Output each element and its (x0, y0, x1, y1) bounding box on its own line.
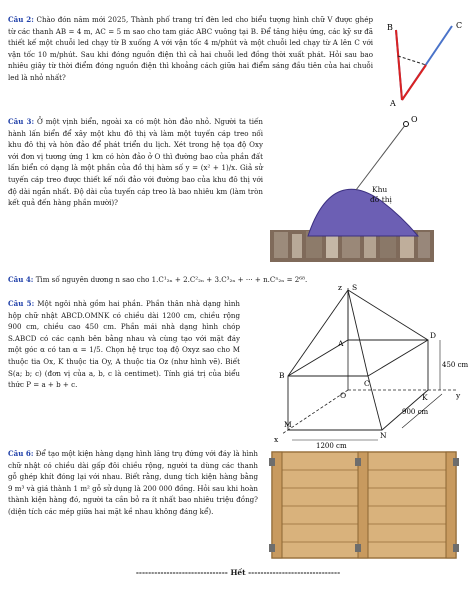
question-3 (8, 116, 263, 209)
roof-sb (288, 290, 348, 376)
point-n-label: N (380, 431, 387, 440)
question-3-text: Ở một vịnh biển, ngoài xa có một hòn đảo nhỏ. Người ta tiến hành lấn biển để xây một khu đô thị và làm một tuyến cáp treo nối khu đô thị và hòn đảo để phát triển du lịch. Xét trong hệ tọa độ Oxy với đơn vị tương ứng 1 km có hòn đảo ở O thì đường bao của phần đất lấn biển có dạng là một phần của đồ thị hàm số y = (x² + 1)/x. Giả sử tuyến cáp treo được thiết kế nối đảo với đường bao của khu đô thị với độ dài ngắn nhất. Độ dài của tuyến cáp treo là bao nhiêu km (làm tròn kết quả đến hàng phần mười)? (8, 117, 263, 208)
roof-sd (348, 290, 428, 340)
v-shape-figure (380, 12, 470, 108)
island-point (404, 122, 409, 127)
roof-sc (348, 290, 368, 376)
point-s-label: S (352, 283, 358, 292)
point-c-label: C (456, 21, 463, 30)
point-o-label: O (340, 391, 347, 400)
axis-z-label: z (338, 283, 342, 292)
crate-image (266, 448, 462, 564)
width-label: 900 cm (402, 408, 429, 416)
question-2 (8, 14, 373, 84)
island-figure (268, 112, 438, 262)
distance-line (398, 56, 426, 65)
question-5-label: Câu 5: (8, 299, 35, 308)
footer-end: ------------------------------ Hết ------------------------------ (135, 568, 341, 577)
question-6 (8, 448, 258, 518)
point-b-label: B (279, 371, 285, 380)
height-label: 450 cm (442, 361, 469, 369)
led-ac (402, 65, 426, 100)
question-3-label: Câu 3: (8, 117, 35, 126)
point-a-label: A (338, 339, 344, 348)
city-label: Khu (372, 185, 388, 194)
cable-line (356, 124, 406, 190)
point-m-label: M (284, 420, 292, 429)
point-b-label: B (387, 23, 393, 32)
point-d-label: D (430, 331, 437, 340)
question-2-label: Câu 2: (8, 15, 34, 24)
question-5 (8, 298, 240, 391)
point-o-label: O (411, 115, 418, 124)
house-figure (242, 282, 470, 450)
point-k-label: K (422, 393, 428, 402)
axis-y-label: y (456, 391, 461, 400)
city-boundary (308, 189, 418, 236)
length-label: 1200 cm (316, 442, 347, 450)
city-label-2: đô thị (370, 195, 392, 204)
edge-cd (368, 340, 428, 376)
question-4-text: Tìm số nguyên dương n sao cho 1.C¹₂ₙ + 2.C²₂ₙ + 3.C³₂ₙ + ··· + n.Cⁿ₂ₙ = 2⁶⁸. (35, 275, 308, 284)
point-c-label: C (364, 379, 370, 388)
box-outline (288, 340, 428, 430)
question-6-text: Để tạo một kiện hàng dạng hình lăng trụ đứng với đáy là hình chữ nhật có chiều dài gấp đôi chiều rộng, người ta dùng các thanh gỗ ghép khít đóng lại với nhau. Biết rằng, dung tích kiện hàng bằng 9 m³ và giá thành 1 m² gỗ sử dụng là 200 000 đồng. Hỏi sau khi hoàn thành kiện hàng đó, người ta cần bỏ ra ít nhất bao nhiêu triệu đồng? (diện tích các mép giữa hai mặt kề nhau không đáng kể). (8, 449, 258, 516)
question-5-text: Một ngôi nhà gồm hai phần. Phần thân nhà dạng hình hộp chữ nhật ABCD.OMNK có chiều dài 1200 cm, chiều rộng 900 cm, chiều cao 450 cm. Phần mái nhà dạng hình chóp S.ABCD có các cạnh bên bằng nhau và cùng tạo với mặt đáy một góc α có tan α = 1/5. Chọn hệ trục toạ độ Oxyz sao cho M thuộc tia Ox, K thuộc tia Oy, A thuộc tia Oz (như hình vẽ). Biết S(a; b; c) (đơn vị của a, b, c là centimet). Tính giá trị của biểu thức P = a + b + c. (8, 299, 240, 390)
axis-x (282, 390, 348, 434)
axis-x-label: x (274, 435, 279, 444)
led-ba (396, 30, 402, 100)
point-a-label: A (390, 99, 396, 108)
question-2-text: Chào đón năm mới 2025, Thành phố trang trí đèn led cho biểu tượng hình chữ V được ghép từ các thanh AB = 4 m, AC = 5 m sao cho tam giác ABC vuông tại B. Để tăng hiệu ứng, các kỹ sư đã thiết kế một chuỗi led chạy từ B xuống A với vận tốc 4 m/phút và một chuỗi led chạy từ A lên C với vận tốc 10 m/phút. Sau khi đóng nguồn điện thì cả hai chuỗi led đồng thời xuất phát. Hỏi sau bao nhiêu giây từ thời điểm đóng nguồn điện thì khoảng cách giữa hai điểm sáng đầu tiên của hai chuỗi led là nhỏ nhất? (8, 15, 373, 82)
question-6-label: Câu 6: (8, 449, 34, 458)
edge-cn (368, 376, 382, 430)
question-4-label: Câu 4: (8, 275, 34, 284)
